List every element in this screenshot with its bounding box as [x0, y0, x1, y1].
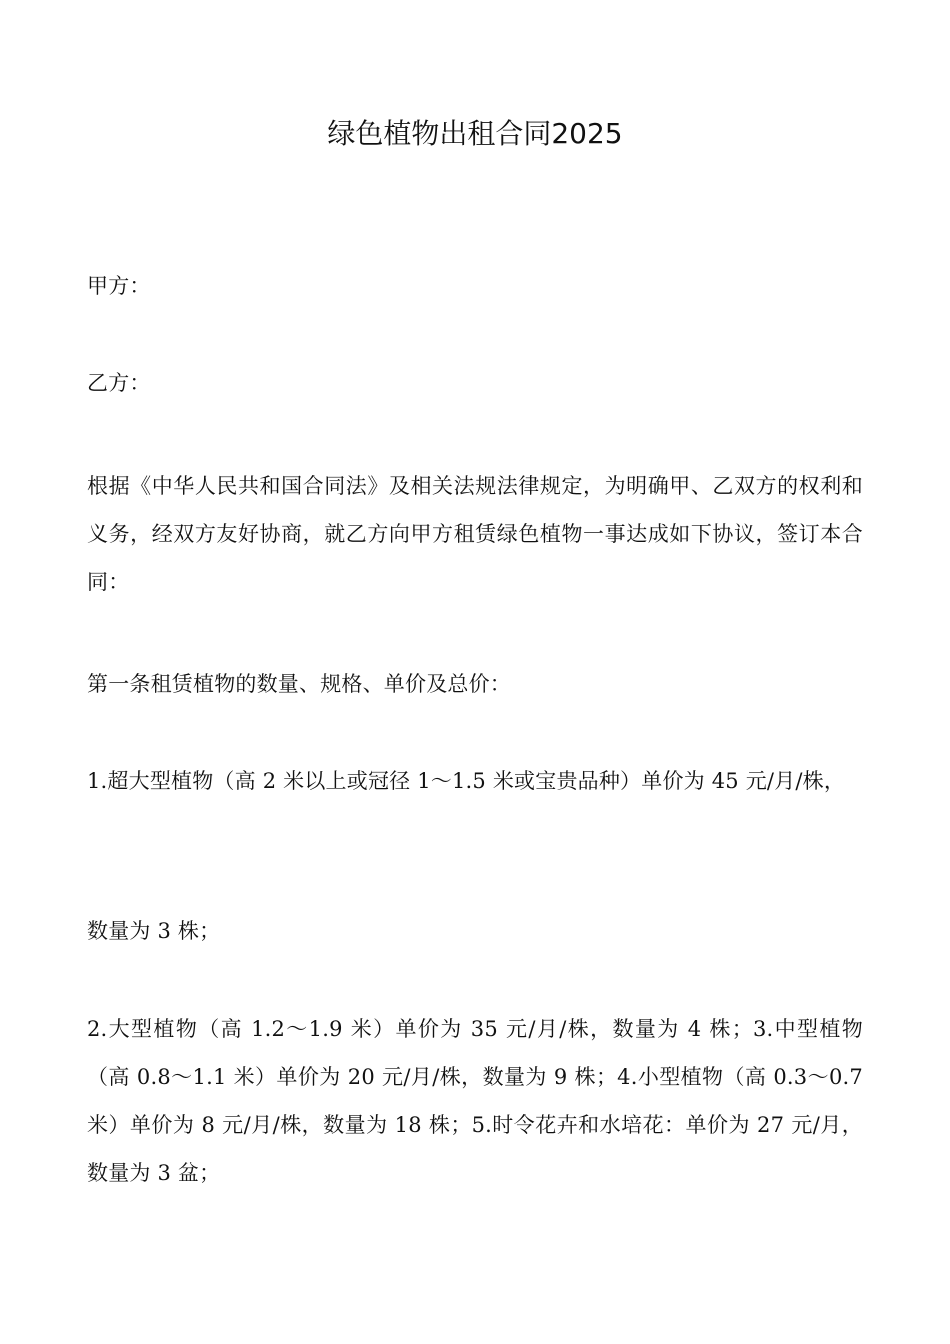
- party-a-label: 甲方：: [87, 274, 151, 298]
- items-2-to-5-paragraph: 2.大型植物（高 1.2～1.9 米）单价为 35 元/月/株，数量为 4 株；3.中型植物（高 0.8～1.1 米）单价为 20 元/月/株，数量为 9 株；4.小型植物（高 0.3～0.7 米）单价为 8 元/月/株，数量为 18 株；5.时令花卉和水培花：单价为 27 元/月，数量为 3 盆；: [87, 1017, 863, 1185]
- article-1-heading: 第一条租赁植物的数量、规格、单价及总价：: [87, 672, 511, 696]
- document-title: 绿色植物出租合同2025: [327, 117, 623, 150]
- party-b-label: 乙方：: [87, 371, 151, 395]
- intro-paragraph: 根据《中华人民共和国合同法》及相关法规法律规定，为明确甲、乙双方的权利和义务，经双方友好协商，就乙方向甲方租赁绿色植物一事达成如下协议，签订本合同：: [87, 474, 863, 594]
- item-1-quantity: 数量为 3 株；: [87, 919, 221, 943]
- item-1-paragraph: 1.超大型植物（高 2 米以上或冠径 1～1.5 米或宝贵品种）单价为 45 元/月/株，: [87, 769, 846, 793]
